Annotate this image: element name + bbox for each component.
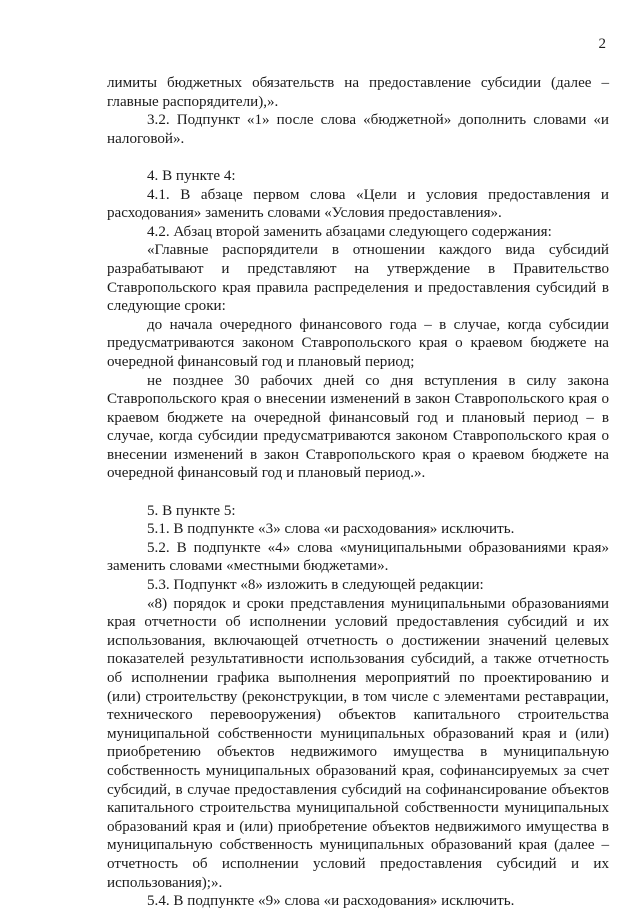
paragraph-4-1: 4.1. В абзаце первом слова «Цели и условия предоставления и расходования» заменить словами «Условия предоставления».	[107, 186, 609, 222]
paragraph-5-3: 5.3. Подпункт «8» изложить в следующей редакции:	[147, 577, 484, 594]
paragraph-3-2: 3.2. Подпункт «1» после слова «бюджетной» дополнить словами «и налоговой».	[107, 112, 609, 147]
paragraph-4-heading: 4. В пункте 4:	[147, 167, 236, 184]
paragraph-4-2: 4.2. Абзац второй заменить абзацами следующего содержания:	[147, 223, 552, 240]
page-number: 2	[598, 36, 606, 52]
paragraph-quote-intro: «Главные распорядители в отношении каждого вида субсидий разрабатывают и представляют на утверждение в Правительство Ставропольского края правила распределения и предоставления субсидий в следующие сроки:	[107, 242, 609, 315]
paragraph-5-4: 5.4. В подпункте «9» слова «и расходования» исключить.	[147, 893, 515, 910]
paragraph-5-1: 5.1. В подпункте «3» слова «и расходования» исключить.	[147, 521, 515, 538]
paragraph-deadline-1: до начала очередного финансового года – в случае, когда субсидии предусматриваются законом Ставропольского края о краевом бюджете на очередной финансовый год и плановый период;	[107, 316, 609, 370]
paragraph-5-heading: 5. В пункте 5:	[147, 502, 236, 519]
document-body	[107, 74, 609, 911]
paragraph-continuation: лимиты бюджетных обязательств на предоставление субсидии (далее – главные распорядители),».	[107, 75, 609, 110]
paragraph-5-2: 5.2. В подпункте «4» слова «муниципальными образованиями края» заменить словами «местными бюджетами».	[107, 539, 609, 575]
paragraph-subpoint-8: «8) порядок и сроки представления муниципальными образованиями края отчетности об исполнении условий предоставления субсидий и их использования, включающей отчетность о достижении значений целевых показателей результативности использования субсидий, а также отчетность об исполнении графика выполнения мероприятий по проектированию и (или) строительству (реконструкции, в том числе с элементами реставрации, технического перевооружения) объектов капитального строительства муниципальной собственности муниципальных образований края и (или) приобретению объектов недвижимого имущества в муниципальную собственность муниципальных образований края, софинансируемых за счет субсидий, в случае предоставления субсидий на софинансирование объектов капитального строительства муниципальной собственности муниципальных образований края и (или) приобретение объектов недвижимого имущества в муниципальную собственность муниципальных образований края (далее – отчетность об исполнении условий предоставления субсидий и их использования);».	[107, 595, 609, 891]
paragraph-deadline-2: не позднее 30 рабочих дней со дня вступления в силу закона Ставропольского края о внесении изменений в закон Ставропольского края о краевом бюджете на очередной финансовый год и плановый период – в случае, когда субсидии предусматриваются законом Ставропольского края о внесении изменений в закон Ставропольского края о краевом бюджете на очередной финансовый год и плановый период.».	[107, 372, 609, 482]
